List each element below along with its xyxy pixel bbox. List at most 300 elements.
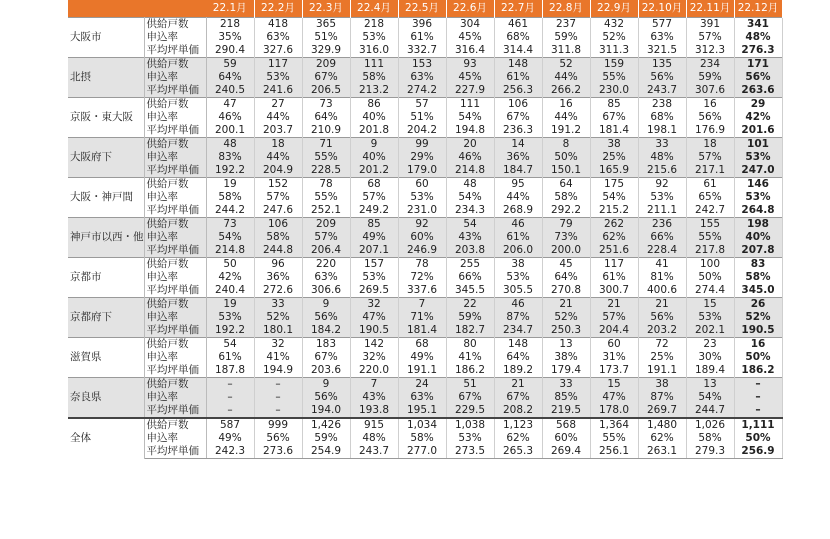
table-cell: 15 [686, 298, 734, 312]
month-header: 22.9月 [590, 0, 638, 18]
table-cell: 16 [734, 338, 782, 352]
table-cell: 46% [206, 111, 254, 124]
table-cell: 73% [542, 231, 590, 244]
table-cell: 183 [302, 338, 350, 352]
table-cell: 192.2 [206, 324, 254, 338]
table-cell: 48 [206, 138, 254, 152]
table-cell: – [254, 391, 302, 404]
table-row [68, 378, 782, 392]
table-cell: 203.7 [254, 124, 302, 138]
table-cell: 249.2 [350, 204, 398, 218]
table-cell: 178.0 [590, 404, 638, 418]
table-cell: 181.4 [398, 324, 446, 338]
metric-label: 平均坪単価 [144, 445, 206, 459]
table-cell: 106 [254, 218, 302, 232]
table-row [68, 218, 782, 232]
month-header: 22.10月 [638, 0, 686, 18]
table-cell: 64% [494, 351, 542, 364]
metric-label: 供給戸数 [144, 178, 206, 192]
table-cell: 209 [302, 218, 350, 232]
table-cell: 244.2 [206, 204, 254, 218]
table-cell: 33 [254, 298, 302, 312]
table-cell: 915 [350, 418, 398, 432]
month-header: 22.1月 [206, 0, 254, 18]
table-cell: 246.9 [398, 244, 446, 258]
table-cell: 7 [350, 378, 398, 392]
table-row [68, 84, 782, 98]
table-cell: 312.3 [686, 44, 734, 58]
table-cell: 165.9 [590, 164, 638, 178]
table-row [68, 284, 782, 298]
table-cell: 255 [446, 258, 494, 272]
table-cell: 47 [206, 98, 254, 112]
table-cell: 64% [206, 71, 254, 84]
table-cell: 180.1 [254, 324, 302, 338]
table-cell: 153 [398, 58, 446, 72]
table-cell: 38 [638, 378, 686, 392]
table-cell: 57% [590, 311, 638, 324]
table-cell: 55% [590, 432, 638, 445]
table-cell: 194.8 [446, 124, 494, 138]
table-cell: 44% [254, 111, 302, 124]
table-cell: 176.9 [686, 124, 734, 138]
table-cell: 14 [494, 138, 542, 152]
table-cell: 66% [446, 271, 494, 284]
table-cell: 201.6 [734, 124, 782, 138]
region-name: 京阪・東大阪 [68, 98, 144, 138]
metric-label: 申込率 [144, 71, 206, 84]
table-cell: 67% [302, 351, 350, 364]
table-cell: 251.6 [590, 244, 638, 258]
table-cell: 46 [494, 298, 542, 312]
table-cell: 256.9 [734, 445, 782, 459]
table-cell: 274.4 [686, 284, 734, 298]
table-cell: 63% [254, 31, 302, 44]
table-cell: 1,038 [446, 418, 494, 432]
table-cell: 181.4 [590, 124, 638, 138]
table-cell: 58% [350, 71, 398, 84]
sales-data-table [68, 0, 783, 459]
table-cell: 219.5 [542, 404, 590, 418]
table-cell: 236 [638, 218, 686, 232]
table-cell: 87% [638, 391, 686, 404]
table-cell: 53% [686, 311, 734, 324]
table-cell: 202.1 [686, 324, 734, 338]
table-cell: 85 [350, 218, 398, 232]
table-cell: 29% [398, 151, 446, 164]
metric-label: 平均坪単価 [144, 364, 206, 378]
table-cell: 191.1 [398, 364, 446, 378]
table-cell: 204.9 [254, 164, 302, 178]
table-cell: 1,123 [494, 418, 542, 432]
table-cell: 201.2 [350, 164, 398, 178]
table-cell: 195.1 [398, 404, 446, 418]
table-cell: 365 [302, 18, 350, 32]
table-cell: 71 [302, 138, 350, 152]
table-cell: 53% [350, 271, 398, 284]
table-cell: 203.6 [302, 364, 350, 378]
region-group [68, 218, 782, 258]
table-cell: 46 [494, 218, 542, 232]
table-cell: 44% [542, 111, 590, 124]
table-cell: 230.0 [590, 84, 638, 98]
table-cell: 57 [398, 98, 446, 112]
table-cell: 53% [638, 191, 686, 204]
table-cell: 85% [542, 391, 590, 404]
table-cell: 60% [542, 432, 590, 445]
month-header: 22.2月 [254, 0, 302, 18]
table-cell: 32% [350, 351, 398, 364]
table-cell: 54 [446, 218, 494, 232]
month-header: 22.4月 [350, 0, 398, 18]
table-cell: 78 [302, 178, 350, 192]
table-cell: 218 [350, 18, 398, 32]
month-header: 22.11月 [686, 0, 734, 18]
table-cell: 217.8 [686, 244, 734, 258]
table-cell: 19 [206, 178, 254, 192]
table-cell: 190.5 [350, 324, 398, 338]
table-cell: 45 [542, 258, 590, 272]
table-cell: 40% [734, 231, 782, 244]
metric-label: 供給戸数 [144, 138, 206, 152]
table-cell: 215.2 [590, 204, 638, 218]
table-cell: 61% [494, 71, 542, 84]
table-cell: 51% [302, 31, 350, 44]
table-cell: 87% [494, 311, 542, 324]
table-cell: 51% [398, 111, 446, 124]
table-cell: 1,026 [686, 418, 734, 432]
table-cell: 13 [542, 338, 590, 352]
table-cell: 329.9 [302, 44, 350, 58]
table-cell: 38 [494, 258, 542, 272]
table-cell: 587 [206, 418, 254, 432]
table-cell: 228.5 [302, 164, 350, 178]
table-cell: 26 [734, 298, 782, 312]
table-cell: 218 [206, 18, 254, 32]
table-cell: 432 [590, 18, 638, 32]
table-cell: 999 [254, 418, 302, 432]
table-row [68, 404, 782, 418]
table-cell: 59% [686, 71, 734, 84]
table-cell: – [254, 378, 302, 392]
table-cell: 206.4 [302, 244, 350, 258]
table-cell: 241.6 [254, 84, 302, 98]
table-cell: 265.3 [494, 445, 542, 459]
month-header: 22.3月 [302, 0, 350, 18]
table-cell: 44% [542, 71, 590, 84]
table-cell: 61% [494, 231, 542, 244]
table-cell: 64% [542, 271, 590, 284]
table-cell: 54% [446, 191, 494, 204]
table-cell: 49% [350, 231, 398, 244]
table-cell: 194.9 [254, 364, 302, 378]
table-cell: 47% [350, 311, 398, 324]
table-cell: 36% [254, 271, 302, 284]
table-cell: 58% [398, 432, 446, 445]
table-cell: 266.2 [542, 84, 590, 98]
region-group [68, 338, 782, 378]
metric-label: 供給戸数 [144, 98, 206, 112]
table-cell: 21 [494, 378, 542, 392]
region-group [68, 178, 782, 218]
table-cell: 304 [446, 18, 494, 32]
table-cell: 577 [638, 18, 686, 32]
metric-label: 供給戸数 [144, 58, 206, 72]
table-cell: 345.0 [734, 284, 782, 298]
table-cell: 51 [446, 378, 494, 392]
table-cell: 55% [302, 151, 350, 164]
table-cell: 24 [398, 378, 446, 392]
table-cell: 57% [686, 31, 734, 44]
table-row [68, 204, 782, 218]
table-cell: 244.8 [254, 244, 302, 258]
table-row [68, 338, 782, 352]
table-cell: 92 [638, 178, 686, 192]
table-cell: 48% [734, 31, 782, 44]
table-cell: 62% [494, 432, 542, 445]
metric-label: 供給戸数 [144, 418, 206, 432]
table-cell: 186.2 [446, 364, 494, 378]
table-cell: 263.1 [638, 445, 686, 459]
table-cell: 56% [686, 111, 734, 124]
table-cell: 292.2 [542, 204, 590, 218]
table-cell: 58% [254, 231, 302, 244]
table-cell: 204.2 [398, 124, 446, 138]
table-cell: 68% [494, 31, 542, 44]
table-cell: 247.6 [254, 204, 302, 218]
table-cell: 95 [494, 178, 542, 192]
table-cell: 32 [350, 298, 398, 312]
table-row [68, 44, 782, 58]
table-cell: 50% [542, 151, 590, 164]
table-cell: 22 [446, 298, 494, 312]
table-cell: 44% [254, 151, 302, 164]
table-cell: 61% [590, 271, 638, 284]
table-cell: 13 [686, 378, 734, 392]
region-name: 全体 [68, 418, 144, 459]
table-cell: 54% [446, 111, 494, 124]
table-cell: 189.2 [494, 364, 542, 378]
region-name: 大阪市 [68, 18, 144, 58]
table-cell: – [254, 404, 302, 418]
table-cell: 81% [638, 271, 686, 284]
table-cell: 146 [734, 178, 782, 192]
table-cell: 234.3 [446, 204, 494, 218]
table-cell: 63% [302, 271, 350, 284]
table-cell: 9 [302, 298, 350, 312]
table-cell: 100 [686, 258, 734, 272]
table-cell: 171 [734, 58, 782, 72]
table-cell: 240.4 [206, 284, 254, 298]
table-cell: 62% [638, 432, 686, 445]
table-cell: 264.8 [734, 204, 782, 218]
table-cell: 203.8 [446, 244, 494, 258]
table-cell: 42% [734, 111, 782, 124]
table-cell: 179.0 [398, 164, 446, 178]
table-cell: 9 [350, 138, 398, 152]
table-cell: 307.6 [686, 84, 734, 98]
table-cell: 63% [638, 31, 686, 44]
table-cell: 58% [686, 432, 734, 445]
table-cell: 242.7 [686, 204, 734, 218]
table-cell: 269.5 [350, 284, 398, 298]
table-cell: 461 [494, 18, 542, 32]
table-cell: 9 [302, 378, 350, 392]
metric-label: 申込率 [144, 191, 206, 204]
table-cell: 53% [734, 151, 782, 164]
table-cell: – [206, 404, 254, 418]
table-cell: 64% [302, 111, 350, 124]
table-cell: 231.0 [398, 204, 446, 218]
table-cell: 16 [686, 98, 734, 112]
metric-label: 供給戸数 [144, 218, 206, 232]
metric-label: 平均坪単価 [144, 124, 206, 138]
table-cell: 186.2 [734, 364, 782, 378]
table-cell: 337.6 [398, 284, 446, 298]
table-cell: 72% [398, 271, 446, 284]
metric-label: 平均坪単価 [144, 44, 206, 58]
metric-label: 申込率 [144, 111, 206, 124]
table-cell: 204.4 [590, 324, 638, 338]
table-cell: 43% [350, 391, 398, 404]
table-cell: 117 [254, 58, 302, 72]
metric-label: 申込率 [144, 351, 206, 364]
table-cell: 300.7 [590, 284, 638, 298]
table-cell: 250.3 [542, 324, 590, 338]
table-cell: 53% [206, 311, 254, 324]
month-header: 22.12月 [734, 0, 782, 18]
table-cell: 148 [494, 338, 542, 352]
table-cell: 60% [398, 231, 446, 244]
table-cell: 80 [446, 338, 494, 352]
table-cell: 61% [206, 351, 254, 364]
table-cell: 57% [302, 231, 350, 244]
metric-label: 供給戸数 [144, 298, 206, 312]
table-cell: 59% [542, 31, 590, 44]
table-cell: 1,364 [590, 418, 638, 432]
table-cell: 50% [686, 271, 734, 284]
table-cell: 45% [446, 31, 494, 44]
table-cell: 341 [734, 18, 782, 32]
table-row [68, 191, 782, 204]
table-cell: 206.0 [494, 244, 542, 258]
table-cell: 269.4 [542, 445, 590, 459]
table-cell: 71% [398, 311, 446, 324]
table-cell: 60 [398, 178, 446, 192]
table-cell: 290.4 [206, 44, 254, 58]
table-row [68, 432, 782, 445]
region-group [68, 58, 782, 98]
table-cell: 67% [494, 111, 542, 124]
table-cell: 1,034 [398, 418, 446, 432]
table-cell: 316.4 [446, 44, 494, 58]
table-cell: 50% [734, 351, 782, 364]
table-cell: 273.5 [446, 445, 494, 459]
table-cell: – [206, 391, 254, 404]
table-cell: 68 [350, 178, 398, 192]
table-cell: 83 [734, 258, 782, 272]
table-cell: 68% [638, 111, 686, 124]
table-cell: 157 [350, 258, 398, 272]
table-cell: 48% [638, 151, 686, 164]
table-cell: 58% [734, 271, 782, 284]
table-cell: 60 [590, 338, 638, 352]
table-cell: 45% [446, 71, 494, 84]
table-cell: 83% [206, 151, 254, 164]
month-header: 22.7月 [494, 0, 542, 18]
table-cell: 217.1 [686, 164, 734, 178]
table-row [68, 164, 782, 178]
table-cell: 32 [254, 338, 302, 352]
table-cell: 213.2 [350, 84, 398, 98]
table-cell: 59 [206, 58, 254, 72]
table-cell: 272.6 [254, 284, 302, 298]
table-cell: 568 [542, 418, 590, 432]
table-cell: 65% [686, 191, 734, 204]
table-cell: 332.7 [398, 44, 446, 58]
table-cell: 53% [494, 271, 542, 284]
table-cell: 311.8 [542, 44, 590, 58]
table-cell: 25% [590, 151, 638, 164]
table-cell: 52% [254, 311, 302, 324]
table-cell: 152 [254, 178, 302, 192]
header-corner [68, 0, 206, 18]
table-cell: 1,480 [638, 418, 686, 432]
table-cell: 25% [638, 351, 686, 364]
table-cell: 207.8 [734, 244, 782, 258]
table-cell: – [734, 391, 782, 404]
table-cell: 396 [398, 18, 446, 32]
table-cell: 21 [542, 298, 590, 312]
table-cell: 201.8 [350, 124, 398, 138]
table-cell: 30% [686, 351, 734, 364]
table-cell: 418 [254, 18, 302, 32]
region-name: 大阪府下 [68, 138, 144, 178]
table-cell: 96 [254, 258, 302, 272]
table-cell: 42% [206, 271, 254, 284]
table-row [68, 351, 782, 364]
table-cell: 256.1 [590, 445, 638, 459]
table-cell: 86 [350, 98, 398, 112]
table-cell: 193.8 [350, 404, 398, 418]
table-row [68, 231, 782, 244]
table-cell: 279.3 [686, 445, 734, 459]
table-cell: 200.0 [542, 244, 590, 258]
table-row [68, 258, 782, 272]
table-cell: 53% [446, 432, 494, 445]
table-cell: 159 [590, 58, 638, 72]
table-row [68, 364, 782, 378]
table-row [68, 178, 782, 192]
table-cell: 8 [542, 138, 590, 152]
table-cell: 79 [542, 218, 590, 232]
table-cell: 203.2 [638, 324, 686, 338]
month-header: 22.5月 [398, 0, 446, 18]
table-cell: 31% [590, 351, 638, 364]
metric-label: 平均坪単価 [144, 324, 206, 338]
metric-label: 供給戸数 [144, 18, 206, 32]
metric-label: 供給戸数 [144, 378, 206, 392]
table-cell: 57% [254, 191, 302, 204]
table-cell: 73 [206, 218, 254, 232]
table-cell: 263.6 [734, 84, 782, 98]
table-cell: 35% [206, 31, 254, 44]
table-row [68, 418, 782, 432]
table-row [68, 445, 782, 459]
table-cell: 19 [206, 298, 254, 312]
table-cell: 52% [590, 31, 638, 44]
table-cell: 57% [350, 191, 398, 204]
